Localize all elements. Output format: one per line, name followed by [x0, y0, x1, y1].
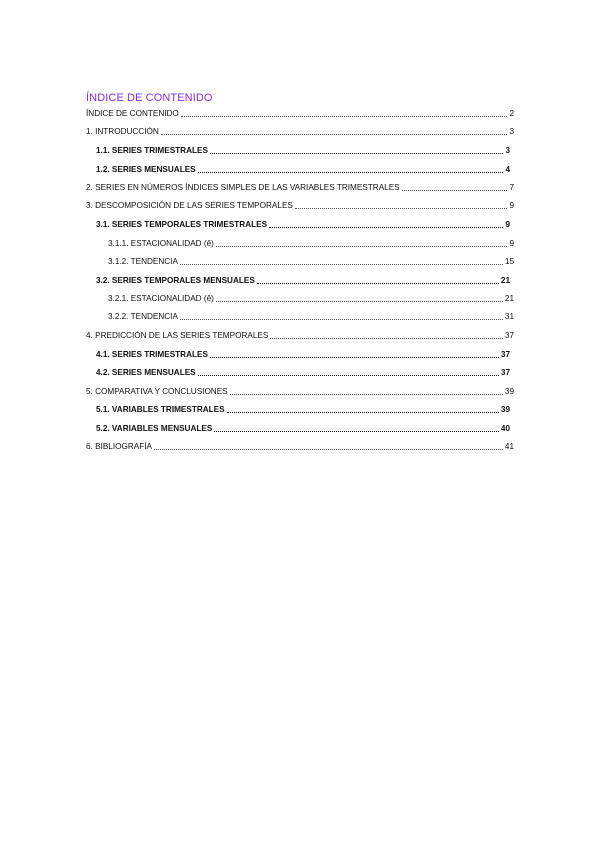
toc-entry[interactable]: [96, 217, 510, 231]
toc-entry-label: 5.2. VARIABLES MENSUALES: [96, 424, 213, 433]
toc-entry-page: 9: [509, 201, 514, 210]
toc-entry-page: 15: [504, 257, 514, 266]
toc-entry-label: 5.1. VARIABLES TRIMESTRALES: [96, 405, 225, 414]
toc-entry-page: 31: [504, 312, 514, 321]
toc-entry-label: 4. PREDICCIÓN DE LAS SERIES TEMPORALES: [86, 331, 269, 340]
toc-entry-page: 9: [509, 239, 514, 248]
toc-entry[interactable]: [86, 384, 514, 398]
toc-entry-label: ÍNDICE DE CONTENIDO: [86, 109, 179, 118]
toc-entry-page: 37: [500, 368, 510, 377]
toc-entry[interactable]: [96, 273, 510, 287]
toc-entry-label: 5. COMPARATIVA Y CONCLUSIONES: [86, 387, 228, 396]
dot-leader: [230, 385, 503, 395]
toc-entry-label: 3.2.1. ESTACIONALIDAD (ê): [108, 294, 214, 303]
dot-leader: [295, 199, 508, 209]
toc-entry-label: 4.2. SERIES MENSUALES: [96, 368, 196, 377]
dot-leader: [210, 348, 499, 358]
dot-leader: [161, 125, 508, 135]
dot-leader: [210, 144, 504, 154]
toc-entry[interactable]: [108, 309, 514, 323]
toc-entry-label: 1.2. SERIES MENSUALES: [96, 165, 196, 174]
toc-entry-label: 3. DESCOMPOSICIÓN DE LAS SERIES TEMPORALES: [86, 201, 293, 210]
toc-entry-page: 39: [500, 405, 510, 414]
toc-entry-page: 40: [500, 424, 510, 433]
toc-heading: ÍNDICE DE CONTENIDO: [86, 92, 213, 104]
toc-entry-label: 1.1. SERIES TRIMESTRALES: [96, 146, 208, 155]
toc-entry-label: 2. SERIES EN NÚMEROS ÍNDICES SIMPLES DE LAS VARIABLES TRIMESTRALES: [86, 183, 400, 192]
dot-leader: [257, 274, 499, 284]
dot-leader: [198, 163, 504, 173]
toc-entry[interactable]: [86, 180, 514, 194]
toc-entry-page: 3: [505, 146, 510, 155]
toc-entry-label: 3.2.2. TENDENCIA: [108, 312, 178, 321]
toc-entry-label: 3.1.1. ESTACIONALIDAD (ê): [108, 239, 214, 248]
dot-leader: [402, 181, 508, 191]
toc-entry[interactable]: [96, 143, 510, 157]
toc-entry-label: 3.1. SERIES TEMPORALES TRIMESTRALES: [96, 220, 268, 229]
toc-entry-page: 7: [509, 183, 514, 192]
toc-entry-label: 4.1. SERIES TRIMESTRALES: [96, 350, 208, 359]
toc-entry-page: 39: [504, 387, 514, 396]
dot-leader: [180, 255, 503, 265]
toc-entry-label: 1. INTRODUCCIÓN: [86, 127, 159, 136]
toc-entry-page: 41: [504, 442, 514, 451]
dot-leader: [270, 329, 503, 339]
toc-entry[interactable]: [96, 402, 510, 416]
toc-entry[interactable]: [96, 162, 510, 176]
dot-leader: [227, 403, 499, 413]
toc-entry-page: 2: [509, 109, 514, 118]
toc-entry[interactable]: [96, 421, 510, 435]
toc-entry-page: 9: [505, 220, 510, 229]
dot-leader: [269, 218, 503, 228]
toc-entry-label: 6. BIBLIOGRAFÍA: [86, 442, 152, 451]
toc-entry[interactable]: [86, 328, 514, 342]
toc-entry[interactable]: [86, 198, 514, 212]
toc-entry-page: 4: [505, 165, 510, 174]
toc-entry-page: 21: [504, 294, 514, 303]
dot-leader: [181, 107, 508, 117]
toc-entry[interactable]: [108, 254, 514, 268]
toc-entry[interactable]: [96, 365, 510, 379]
dot-leader: [216, 237, 508, 247]
toc-entry[interactable]: [86, 439, 514, 453]
toc-entry[interactable]: [96, 347, 510, 361]
dot-leader: [180, 310, 503, 320]
toc-entry-page: 37: [500, 350, 510, 359]
toc-entry-label: 3.1.2. TENDENCIA: [108, 257, 178, 266]
toc-entry[interactable]: [108, 291, 514, 305]
dot-leader: [214, 422, 499, 432]
dot-leader: [216, 292, 503, 302]
dot-leader: [198, 366, 499, 376]
toc-entry-page: 37: [504, 331, 514, 340]
dot-leader: [154, 440, 503, 450]
toc-entry-page: 21: [500, 276, 510, 285]
toc-entry-page: 3: [509, 127, 514, 136]
toc-entry[interactable]: [86, 124, 514, 138]
toc-entry[interactable]: [108, 236, 514, 250]
toc-entry-label: 3.2. SERIES TEMPORALES MENSUALES: [96, 276, 255, 285]
toc-entry[interactable]: [86, 106, 514, 120]
